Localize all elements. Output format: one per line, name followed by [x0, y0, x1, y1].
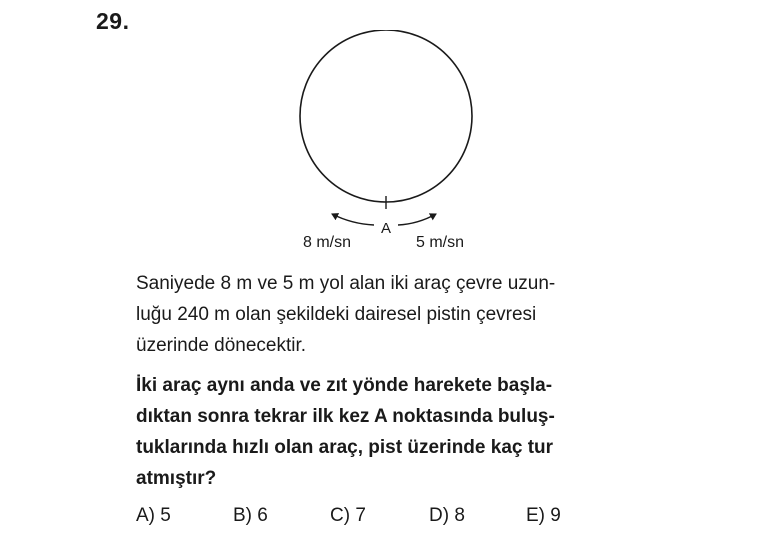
prompt-line: tuklarında hızlı olan araç, pist üzerinde kaç tur — [136, 437, 554, 458]
left-direction-arrow — [332, 214, 374, 225]
circular-track-figure — [280, 30, 500, 260]
choice-d[interactable]: D) 8 — [429, 505, 465, 526]
prompt-line: İki araç aynı anda ve zıt yönde harekete başla- — [136, 375, 553, 396]
answer-choices — [136, 505, 606, 535]
left-speed-label: 8 m/sn — [302, 234, 352, 251]
point-a-label: A — [380, 220, 392, 237]
statement-line: luğu 240 m olan şekildeki dairesel pistin çevresi — [136, 304, 537, 325]
statement-line: üzerinde dönecektir. — [136, 335, 307, 356]
right-speed-label: 5 m/sn — [415, 234, 465, 251]
statement-line: Saniyede 8 m ve 5 m yol alan iki araç çevre uzun- — [136, 273, 556, 294]
problem-statement — [136, 268, 606, 361]
question-prompt — [136, 370, 606, 494]
question-number: 29. — [96, 8, 130, 34]
choice-b[interactable]: B) 6 — [233, 505, 268, 526]
right-direction-arrow — [398, 214, 436, 225]
choice-e[interactable]: E) 9 — [526, 505, 561, 526]
prompt-line: atmıştır? — [136, 468, 217, 489]
choice-a[interactable]: A) 5 — [136, 505, 171, 526]
choice-c[interactable]: C) 7 — [330, 505, 366, 526]
prompt-line: dıktan sonra tekrar ilk kez A noktasında buluş- — [136, 406, 555, 427]
circular-track — [300, 30, 472, 202]
